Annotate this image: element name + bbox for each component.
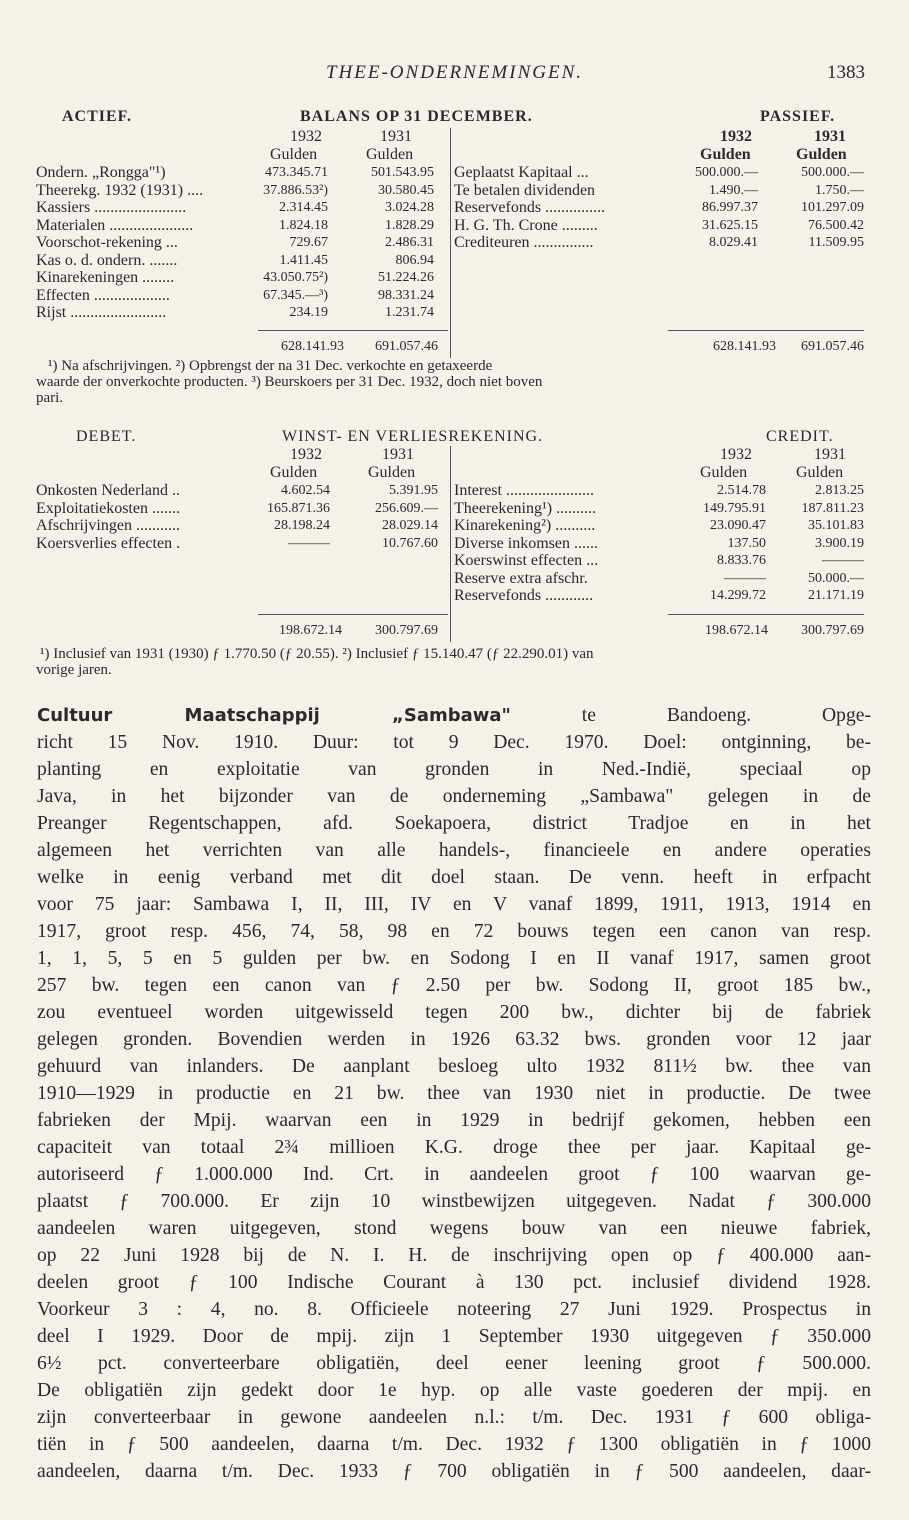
running-title: THEE-ONDERNEMINGEN. bbox=[325, 62, 583, 83]
balance-total-a-right: 628.141.93 bbox=[713, 339, 776, 354]
balance-unit-b-right: Gulden bbox=[796, 146, 847, 163]
paragraph-line: capaciteit van totaal 2¾ millioen K.G. droge thee per jaar. Kapitaal ge- bbox=[37, 1137, 871, 1158]
credit-row-value: 3.900.19 bbox=[815, 535, 864, 551]
credit-row-value: ——— bbox=[724, 570, 766, 586]
credit-row-value: 2.514.78 bbox=[717, 483, 766, 498]
paragraph-line: plaatst ƒ 700.000. Er zijn 10 winstbewijzen uitgegeven. Nadat ƒ 300.000 bbox=[37, 1191, 871, 1212]
paragraph-line: 1, 1, 5, 5 en 5 gulden per bw. en Sodong I en II vanaf 1917, samen groot bbox=[37, 948, 871, 969]
credit-row-value: 149.795.91 bbox=[703, 500, 766, 516]
balance-unit-a: Gulden bbox=[270, 146, 318, 163]
pnl-year-b-right: 1931 bbox=[814, 446, 846, 463]
debit-row-value: 28.029.14 bbox=[382, 518, 438, 533]
credit-row-value: 187.811.23 bbox=[801, 500, 864, 516]
paragraph-line: fabrieken der Mpij. waarvan een in 1929 in bedrijf gekomen, hebben een bbox=[37, 1110, 871, 1131]
balance-center-title: BALANS OP 31 DECEMBER. bbox=[300, 108, 533, 125]
balance-total-b-right: 691.057.46 bbox=[801, 339, 864, 354]
paragraph-line: Preanger Regentschappen, afd. Soekapoera, district Tradjoe en in het bbox=[37, 813, 871, 834]
liability-row-value: 1.750.— bbox=[815, 182, 864, 198]
liability-row-value: 8.029.41 bbox=[709, 235, 758, 250]
pnl-total-b: 300.797.69 bbox=[375, 623, 438, 638]
asset-row-value: 51.224.26 bbox=[378, 270, 434, 285]
pnl-total-a-right: 198.672.14 bbox=[705, 623, 768, 638]
liability-row-label: H. G. Th. Crone ......... bbox=[454, 216, 598, 234]
pnl-year-a: 1932 bbox=[290, 446, 322, 463]
debit-row-label: Onkosten Nederland .. bbox=[36, 482, 180, 499]
credit-row-value: 35.101.83 bbox=[808, 518, 864, 533]
paragraph-line: 6½ pct. converteerbare obligatiën, deel eener leening groot ƒ 500.000. bbox=[37, 1353, 871, 1374]
paragraph-line: De obligatiën zijn gedekt door 1e hyp. op alle vaste goederen der mpij. en bbox=[37, 1380, 871, 1401]
paragraph-line: Cultuur Maatschappij „Sambawa" te Bandoeng. Opge- bbox=[37, 705, 871, 726]
paragraph-line: Voorkeur 3 : 4, no. 8. Officieele noteering 27 Juni 1929. Prospectus in bbox=[37, 1299, 871, 1320]
paragraph-line: autoriseerd ƒ 1.000.000 Ind. Crt. in aandeelen groot ƒ 100 waarvan ge- bbox=[37, 1164, 871, 1185]
paragraph-line: algemeen het verrichten van alle handels-, financieele en andere operaties bbox=[37, 840, 871, 861]
pnl-year-b: 1931 bbox=[382, 446, 414, 463]
page-number: 1383 bbox=[827, 62, 865, 83]
credit-row-value: ——— bbox=[822, 553, 864, 568]
balance-year-b-right: 1931 bbox=[814, 128, 846, 145]
company-name: Cultuur Maatschappij „Sambawa" bbox=[37, 705, 511, 726]
liability-row-value: 101.297.09 bbox=[801, 200, 864, 215]
asset-row-value: 2.486.31 bbox=[385, 235, 434, 250]
liability-row-value: 11.509.95 bbox=[808, 235, 864, 250]
paragraph-line: zou eventueel worden uitgewisseld tegen 200 bw., dichter bij de fabriek bbox=[37, 1002, 871, 1023]
credit-row-label: Kinarekening²) .......... bbox=[454, 517, 596, 534]
asset-row-value: 67.345.—³) bbox=[263, 287, 328, 303]
balance-year-a: 1932 bbox=[290, 128, 322, 145]
balance-unit-b: Gulden bbox=[366, 146, 414, 163]
balance-note-1: ¹) Na afschrijvingen. ²) Opbrengst der na 31 Dec. verkochte en getaxeerde bbox=[48, 358, 493, 374]
debit-row-value: ——— bbox=[288, 535, 330, 551]
paragraph-line: deelen groot ƒ 100 Indische Courant à 130 pct. inclusief dividend 1928. bbox=[37, 1272, 871, 1293]
pnl-note-1: ¹) Inclusief van 1931 (1930) ƒ 1.770.50 (ƒ 20.55). ²) Inclusief ƒ 15.140.47 (ƒ 22.290.01) van bbox=[40, 646, 594, 662]
liability-row-value: 500.000.— bbox=[695, 165, 758, 180]
pnl-year-a-right: 1932 bbox=[720, 446, 752, 463]
paragraph-line: Java, in het bijzonder van de onderneming „Sambawa" gelegen in de bbox=[37, 786, 871, 807]
paragraph-line: 257 bw. tegen een canon van ƒ 2.50 per bw. Sodong II, groot 185 bw., bbox=[37, 975, 871, 996]
balance-right-title: PASSIEF. bbox=[760, 108, 836, 125]
liability-row-value: 500.000.— bbox=[801, 165, 864, 180]
liability-row-label: Reservefonds ............... bbox=[454, 199, 606, 216]
credit-row-label: Koerswinst effecten ... bbox=[454, 552, 599, 569]
debit-row-value: 28.198.24 bbox=[274, 518, 330, 533]
asset-row-label: Effecten ................... bbox=[36, 286, 170, 304]
pnl-total-a: 198.672.14 bbox=[279, 623, 342, 638]
asset-row-label: Voorschot-rekening ... bbox=[36, 234, 178, 251]
paragraph-line: zijn converteerbaar in gewone aandeelen n.l.: t/m. Dec. 1931 ƒ 600 obliga- bbox=[37, 1407, 871, 1428]
asset-row-value: 37.886.53²) bbox=[263, 182, 328, 198]
liability-row-value: 76.500.42 bbox=[808, 217, 864, 233]
asset-row-value: 1.411.45 bbox=[279, 252, 328, 268]
debit-row-value: 4.602.54 bbox=[281, 483, 330, 498]
liability-row-label: Crediteuren ............... bbox=[454, 234, 594, 251]
liability-row-value: 31.625.15 bbox=[702, 217, 758, 233]
paragraph-line: 1910—1929 in productie en 21 bw. thee van 1930 niet in productie. De twee bbox=[37, 1083, 871, 1104]
pnl-unit-b: Gulden bbox=[368, 464, 416, 481]
asset-row-label: Theerekg. 1932 (1931) .... bbox=[36, 181, 204, 199]
paragraph-line: richt 15 Nov. 1910. Duur: tot 9 Dec. 1970. Doel: ontginning, be- bbox=[37, 732, 871, 753]
paragraph-line: op 22 Juni 1928 bij de N. I. H. de inschrijving open op ƒ 400.000 aan- bbox=[37, 1245, 871, 1266]
asset-row-value: 473.345.71 bbox=[265, 165, 328, 180]
asset-row-value: 30.580.45 bbox=[378, 182, 434, 198]
credit-row-value: 50.000.— bbox=[808, 570, 864, 586]
balance-left-title: ACTIEF. bbox=[62, 108, 132, 125]
asset-row-label: Ondern. „Rongga"¹) bbox=[36, 164, 166, 181]
credit-row-value: 21.171.19 bbox=[808, 588, 864, 603]
debit-row-value: 5.391.95 bbox=[389, 483, 438, 498]
debit-row-label: Afschrijvingen ........... bbox=[36, 517, 180, 534]
asset-row-label: Kas o. d. ondern. ....... bbox=[36, 251, 178, 269]
paragraph-line: voor 75 jaar: Sambawa I, II, III, IV en V vanaf 1899, 1911, 1913, 1914 en bbox=[37, 894, 871, 915]
pnl-note-2: vorige jaren. bbox=[36, 662, 112, 678]
balance-year-b: 1931 bbox=[380, 128, 412, 145]
credit-row-value: 2.813.25 bbox=[815, 483, 864, 498]
asset-row-label: Materialen ..................... bbox=[36, 216, 194, 234]
paragraph-line: gehuurd van inlanders. De aanplant besloeg ulto 1932 811½ bw. thee van bbox=[37, 1056, 871, 1077]
debit-row-label: Exploitatiekosten ....... bbox=[36, 499, 180, 517]
company-description bbox=[37, 702, 871, 1485]
balance-note-3: pari. bbox=[36, 390, 64, 406]
asset-row-label: Kassiers ....................... bbox=[36, 199, 187, 216]
asset-row-value: 1.828.29 bbox=[385, 217, 434, 233]
debit-row-label: Koersverlies effecten . bbox=[36, 534, 181, 552]
asset-row-value: 729.67 bbox=[289, 235, 328, 250]
pnl-center-title: WINST- EN VERLIESREKENING. bbox=[282, 428, 544, 445]
paragraph-line: aandeelen waren uitgegeven, stond wegens bouw van een nieuwe fabriek, bbox=[37, 1218, 871, 1239]
asset-row-value: 501.543.95 bbox=[371, 165, 434, 180]
balance-year-a-right: 1932 bbox=[720, 128, 752, 145]
paragraph-line: 1917, groot resp. 456, 74, 58, 98 en 72 bouws tegen een canon van resp. bbox=[37, 921, 871, 942]
pnl-unit-a: Gulden bbox=[270, 464, 318, 481]
paragraph-line: gelegen gronden. Bovendien werden in 1926 63.32 bws. gronden voor 12 jaar bbox=[37, 1029, 871, 1050]
pnl-right-title: CREDIT. bbox=[766, 428, 834, 445]
debit-row-value: 165.871.36 bbox=[267, 500, 330, 516]
credit-row-label: Reserve extra afschr. bbox=[454, 569, 588, 587]
paragraph-line: planting en exploitatie van gronden in Ned.-Indië, speciaal op bbox=[37, 759, 871, 780]
debit-row-value: 10.767.60 bbox=[382, 535, 438, 551]
paragraph-line: aandeelen, daarna t/m. Dec. 1933 ƒ 700 obligatiën in ƒ 500 aandeelen, daar- bbox=[37, 1461, 871, 1482]
debit-row-value: 256.609.— bbox=[375, 500, 438, 516]
asset-row-label: Rijst ........................ bbox=[36, 304, 167, 321]
credit-row-label: Diverse inkomsen ...... bbox=[454, 534, 598, 552]
asset-row-value: 1.231.74 bbox=[385, 305, 434, 320]
asset-row-value: 43.050.75²) bbox=[263, 270, 328, 285]
liability-row-label: Te betalen dividenden bbox=[454, 181, 596, 199]
balance-total-a: 628.141.93 bbox=[281, 339, 344, 354]
asset-row-value: 2.314.45 bbox=[279, 200, 328, 215]
asset-row-value: 1.824.18 bbox=[279, 217, 328, 233]
liability-row-value: 1.490.— bbox=[709, 182, 758, 198]
asset-row-value: 3.024.28 bbox=[385, 200, 434, 215]
credit-row-value: 8.833.76 bbox=[717, 553, 766, 568]
credit-row-label: Theerekening¹) .......... bbox=[454, 499, 597, 517]
paragraph-line: deel I 1929. Door de mpij. zijn 1 September 1930 uitgegeven ƒ 350.000 bbox=[37, 1326, 871, 1347]
balance-total-b: 691.057.46 bbox=[375, 339, 438, 354]
credit-row-label: Reservefonds ............ bbox=[454, 587, 594, 604]
credit-row-value: 23.090.47 bbox=[710, 518, 766, 533]
paragraph-line: welke in eenig verband met dit doel staan. De venn. heeft in erfpacht bbox=[37, 867, 871, 888]
pnl-left-title: DEBET. bbox=[76, 428, 137, 445]
credit-row-label: Interest ...................... bbox=[454, 482, 594, 499]
pnl-total-b-right: 300.797.69 bbox=[801, 623, 864, 638]
credit-row-value: 14.299.72 bbox=[710, 588, 766, 603]
asset-row-value: 234.19 bbox=[289, 305, 328, 320]
balance-unit-a-right: Gulden bbox=[700, 146, 751, 163]
balance-note-2: waarde der onverkochte producten. ³) Beurskoers per 31 Dec. 1932, doch niet boven bbox=[36, 374, 543, 390]
paragraph-line: tiën in ƒ 500 aandeelen, daarna t/m. Dec. 1932 ƒ 1300 obligatiën in ƒ 1000 bbox=[37, 1434, 871, 1455]
pnl-unit-b-right: Gulden bbox=[796, 464, 844, 481]
pnl-unit-a-right: Gulden bbox=[700, 464, 748, 481]
asset-row-value: 98.331.24 bbox=[378, 287, 434, 303]
liability-row-label: Geplaatst Kapitaal ... bbox=[454, 164, 589, 181]
liability-row-value: 86.997.37 bbox=[702, 200, 758, 215]
asset-row-label: Kinarekeningen ........ bbox=[36, 269, 175, 286]
credit-row-value: 137.50 bbox=[727, 535, 766, 551]
asset-row-value: 806.94 bbox=[395, 252, 434, 268]
